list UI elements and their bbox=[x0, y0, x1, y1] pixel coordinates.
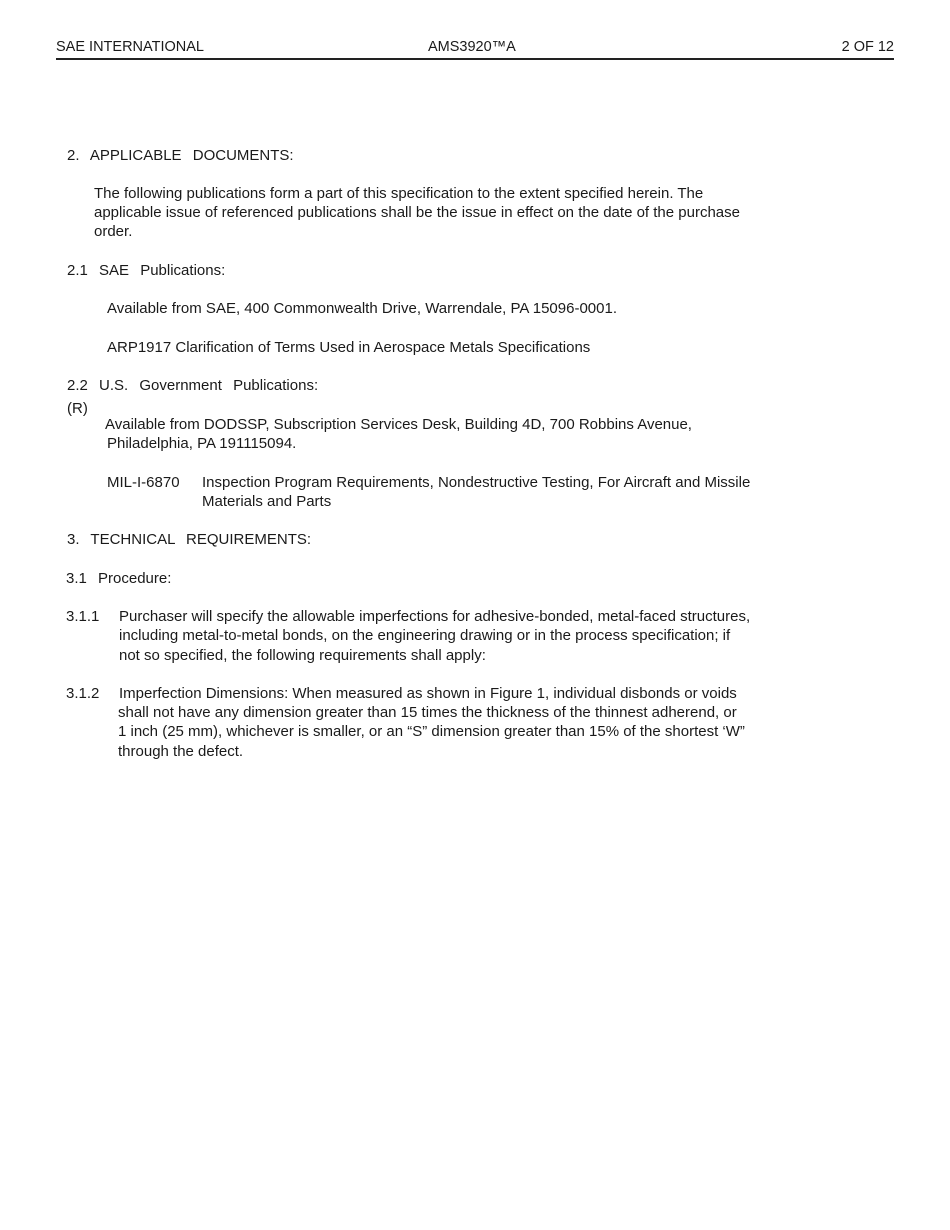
section-3-1-2-line-4: through the defect. bbox=[118, 743, 244, 760]
section-2-intro-line-3: order. bbox=[94, 223, 133, 240]
section-2-intro-line-2: applicable issue of referenced publications shall be the issue in effect on the date of the purchase bbox=[94, 204, 740, 221]
header-org: SAE INTERNATIONAL bbox=[56, 39, 204, 55]
header-doc-id: AMS3920™A bbox=[428, 39, 516, 55]
section-2-1-reference: ARP1917 Clarification of Terms Used in Aerospace Metals Specifications bbox=[107, 339, 591, 356]
section-3-1-2-line-3: 1 inch (25 mm), whichever is smaller, or an “S” dimension greater than 15% of the shortest ‘W” bbox=[118, 723, 745, 740]
section-2-1-heading: 2.1 SAE Publications: bbox=[67, 262, 226, 279]
section-2-2-heading: 2.2 U.S. Government Publications: bbox=[67, 377, 319, 394]
section-3-heading: 3. TECHNICAL REQUIREMENTS: bbox=[67, 531, 312, 548]
section-2-2-reference-title-line-1: Inspection Program Requirements, Nondestructive Testing, For Aircraft and Missile bbox=[202, 474, 751, 491]
section-2-2-reference-id: MIL-I-6870 bbox=[107, 474, 180, 491]
revision-mark: (R) bbox=[67, 400, 88, 417]
section-2-1-availability: Available from SAE, 400 Commonwealth Drive, Warrendale, PA 15096-0001. bbox=[107, 300, 617, 317]
section-3-1-1-line-3: not so specified, the following requirements shall apply: bbox=[119, 647, 486, 664]
section-3-1-2-number: 3.1.2 bbox=[66, 685, 100, 702]
section-2-2-availability-line-2: Philadelphia, PA 191115094. bbox=[107, 435, 297, 452]
section-2-heading: 2. APPLICABLE DOCUMENTS: bbox=[67, 147, 294, 164]
section-3-1-1-number: 3.1.1 bbox=[66, 608, 100, 625]
section-2-2-reference-title-line-2: Materials and Parts bbox=[202, 493, 332, 510]
section-3-1-1-line-2: including metal-to-metal bonds, on the engineering drawing or in the process specification; if bbox=[119, 627, 731, 644]
section-3-1-2-line-2: shall not have any dimension greater than 15 times the thickness of the thinnest adherend, or bbox=[118, 704, 737, 721]
section-3-1-2-line-1: Imperfection Dimensions: When measured as shown in Figure 1, individual disbonds or voids bbox=[119, 685, 737, 702]
header-page-number: 2 OF 12 bbox=[841, 39, 894, 55]
page-header bbox=[56, 38, 894, 60]
section-3-1-heading: 3.1 Procedure: bbox=[66, 570, 172, 587]
section-2-2-availability-line-1: Available from DODSSP, Subscription Services Desk, Building 4D, 700 Robbins Avenue, bbox=[105, 416, 692, 433]
section-2-intro-line-1: The following publications form a part of this specification to the extent specified herein. The bbox=[94, 185, 704, 202]
section-3-1-1-line-1: Purchaser will specify the allowable imperfections for adhesive-bonded, metal-faced structures, bbox=[119, 608, 751, 625]
